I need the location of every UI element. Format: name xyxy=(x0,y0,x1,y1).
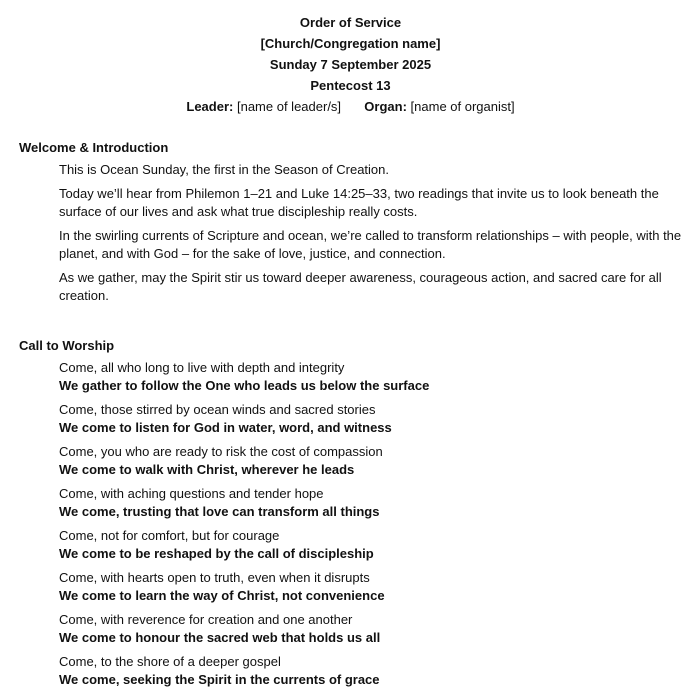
call-to-worship-heading: Call to Worship xyxy=(19,338,115,353)
people-response: We come to learn the way of Christ, not convenience xyxy=(59,588,385,603)
service-header xyxy=(19,12,682,96)
welcome-paragraph: This is Ocean Sunday, the first in the Season of Creation. xyxy=(59,162,389,177)
service-date: Sunday 7 September 2025 xyxy=(269,57,432,72)
responsive-pair xyxy=(59,653,682,689)
welcome-section xyxy=(19,161,682,305)
people-response: We come to walk with Christ, wherever he leads xyxy=(59,462,355,477)
responsive-pair xyxy=(59,401,682,437)
leader-label: Leader: xyxy=(186,99,234,114)
welcome-paragraph: Today we’ll hear from Philemon 1–21 and Luke 14:25–33, two readings that invite us to look beneath the surface of our lives and ask what true discipleship really costs. xyxy=(59,186,659,219)
people-response: We come to listen for God in water, word, and witness xyxy=(59,420,392,435)
people-response: We come to be reshaped by the call of discipleship xyxy=(59,546,374,561)
people-response: We gather to follow the One who leads us below the surface xyxy=(59,378,430,393)
responsive-pair xyxy=(59,611,682,647)
people-response: We come to honour the sacred web that holds us all xyxy=(59,630,381,645)
service-title: Order of Service xyxy=(299,15,402,30)
liturgical-season: Pentecost 13 xyxy=(310,78,391,93)
leader-line: Come, not for comfort, but for courage xyxy=(59,528,280,543)
welcome-paragraph: In the swirling currents of Scripture and ocean, we’re called to transform relationships – with people, with the planet, and with God – for the sake of love, justice, and connection. xyxy=(59,228,682,261)
responsive-pair xyxy=(59,569,682,605)
responsive-pair xyxy=(59,485,682,521)
call-to-worship-section xyxy=(19,359,682,689)
leader-line: Come, with reverence for creation and one another xyxy=(59,612,353,627)
leader-organ-line xyxy=(19,96,682,117)
church-name: [Church/Congregation name] xyxy=(260,36,441,51)
welcome-heading: Welcome & Introduction xyxy=(19,140,169,155)
organ-label: Organ: xyxy=(364,99,407,114)
responsive-pair xyxy=(59,443,682,479)
leader-line: Come, those stirred by ocean winds and sacred stories xyxy=(59,402,376,417)
leader-line: Come, with aching questions and tender hope xyxy=(59,486,324,501)
leader-line: Come, you who are ready to risk the cost of compassion xyxy=(59,444,383,459)
people-response: We come, seeking the Spirit in the currents of grace xyxy=(59,672,380,687)
leader-line: Come, all who long to live with depth and integrity xyxy=(59,360,345,375)
welcome-paragraph: As we gather, may the Spirit stir us toward deeper awareness, courageous action, and sacred care for all creation. xyxy=(59,270,662,303)
leader-line: Come, to the shore of a deeper gospel xyxy=(59,654,281,669)
responsive-pair xyxy=(59,359,682,395)
leader-line: Come, with hearts open to truth, even when it disrupts xyxy=(59,570,370,585)
leader-value: [name of leader/s] xyxy=(236,99,342,114)
organ-value: [name of organist] xyxy=(410,99,515,114)
responsive-pair xyxy=(59,527,682,563)
people-response: We come, trusting that love can transform all things xyxy=(59,504,380,519)
